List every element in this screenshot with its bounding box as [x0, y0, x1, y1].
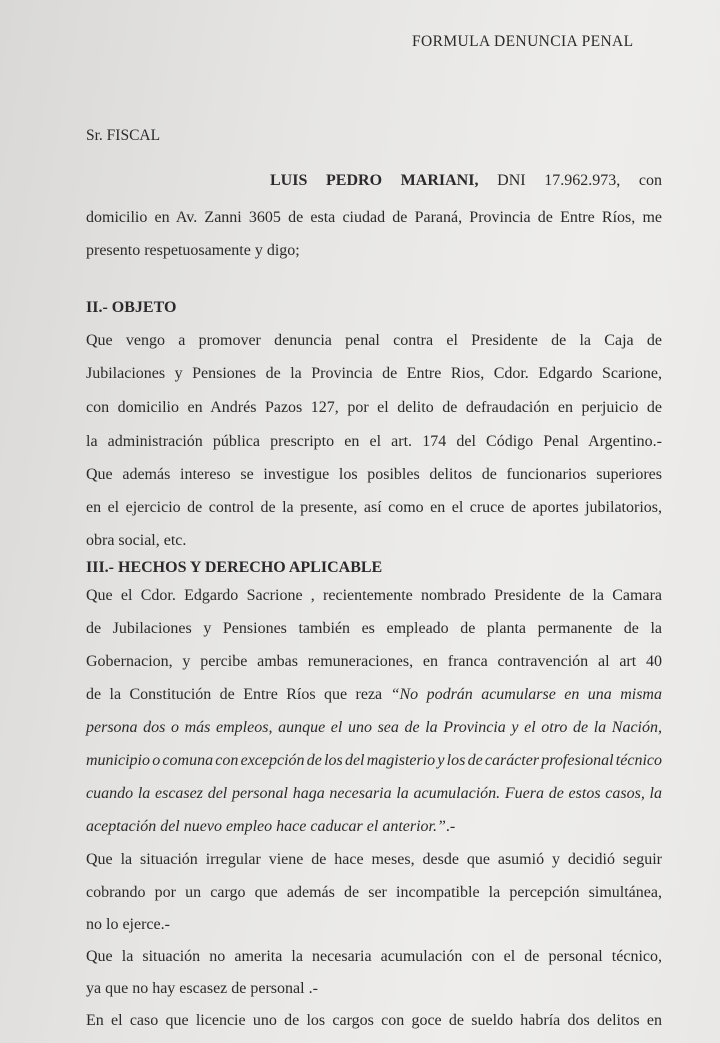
paragraph-line	[86, 431, 662, 453]
paragraph-line	[86, 497, 662, 519]
text-segment: Que la situación no amerita la necesaria acumulación con el de personal técnico,	[86, 948, 662, 965]
text-segment: presento respetuosamente y digo;	[86, 242, 300, 259]
paragraph-line	[86, 946, 662, 968]
text-segment: municipio o comuna con excepción de los del magisterio y los de carácter profesional técnico	[86, 752, 662, 769]
text-segment: Que vengo a promover denuncia penal contra el Presidente de la Caja de	[86, 332, 662, 349]
paragraph-line	[86, 717, 662, 739]
paragraph-line	[86, 363, 662, 385]
text-segment: Que la situación irregular viene de hace meses, desde que asumió y decidió seguir	[86, 851, 662, 868]
paragraph-line	[86, 1010, 662, 1032]
paragraph-line	[86, 882, 662, 904]
salutation: Sr. FISCAL	[86, 127, 161, 144]
text-segment: Que además intereso se investigue los posibles delitos de funcionarios superiores	[86, 466, 662, 483]
text-segment: aceptación del nuevo empleo hace caducar el anterior.”	[86, 818, 446, 835]
paragraph-line	[86, 849, 662, 871]
paragraph-line	[86, 684, 662, 706]
text-segment: persona dos o más empleos, aunque el uno sea de la Provincia y el otro de la Nación,	[86, 719, 662, 736]
text-segment: LUIS PEDRO MARIANI,	[270, 172, 479, 189]
text-segment: cobrando por un cargo que además de ser incompatible la percepción simultánea,	[86, 884, 662, 901]
text-segment: .-	[445, 818, 456, 835]
intro-line	[270, 170, 662, 192]
paragraph-line	[86, 816, 455, 838]
paragraph-line	[86, 783, 662, 805]
paragraph-line	[86, 397, 662, 419]
intro-line	[86, 207, 662, 229]
paragraph-line	[86, 651, 662, 673]
text-segment: la administración pública prescripto en el art. 174 del Código Penal Argentino.-	[86, 433, 662, 450]
text-segment: Que el Cdor. Edgardo Sacrione , recientemente nombrado Presidente de la Camara	[86, 587, 662, 604]
section-heading-objeto: II.- OBJETO	[86, 299, 177, 316]
paragraph-line	[86, 750, 662, 772]
document-title: FORMULA DENUNCIA PENAL	[412, 33, 634, 50]
intro-line	[86, 240, 300, 262]
paragraph-line	[86, 330, 662, 352]
paragraph-line	[86, 585, 662, 607]
paragraph-line	[86, 464, 662, 486]
text-segment: con domicilio en Andrés Pazos 127, por el delito de defraudación en perjuicio de	[86, 399, 662, 416]
text-segment: cuando la escasez del personal haga necesaria la acumulación. Fuera de estos casos, la	[86, 785, 662, 802]
text-segment: Jubilaciones y Pensiones de la Provincia de Entre Rios, Cdor. Edgardo Scarione,	[86, 365, 662, 382]
text-segment: de Jubilaciones y Pensiones también es empleado de planta permanente de la	[86, 620, 662, 637]
paragraph-line	[86, 914, 170, 936]
text-segment: ya que no hay escasez de personal .-	[86, 980, 318, 997]
paragraph-line	[86, 618, 662, 640]
section-heading-hechos: III.- HECHOS Y DERECHO APLICABLE	[86, 559, 383, 576]
paragraph-line	[86, 978, 318, 1000]
paragraph-line	[86, 530, 186, 552]
text-segment: “No podrán acumularse en una misma	[390, 686, 662, 703]
text-segment: En el caso que licencie uno de los cargos con goce de sueldo habría dos delitos en	[86, 1012, 662, 1029]
text-segment: domicilio en Av. Zanni 3605 de esta ciudad de Paraná, Provincia de Entre Ríos, me	[86, 209, 662, 226]
text-segment: obra social, etc.	[86, 532, 187, 549]
text-segment: DNI 17.962.973, con	[478, 172, 663, 189]
text-segment: en el ejercicio de control de la presente, así como en el cruce de aportes jubilatorios,	[86, 499, 662, 516]
text-segment: de la Constitución de Entre Ríos que reza	[86, 686, 391, 703]
text-segment: no lo ejerce.-	[86, 916, 170, 933]
text-segment: Gobernacion, y percibe ambas remuneraciones, en franca contravención al art 40	[86, 653, 662, 670]
